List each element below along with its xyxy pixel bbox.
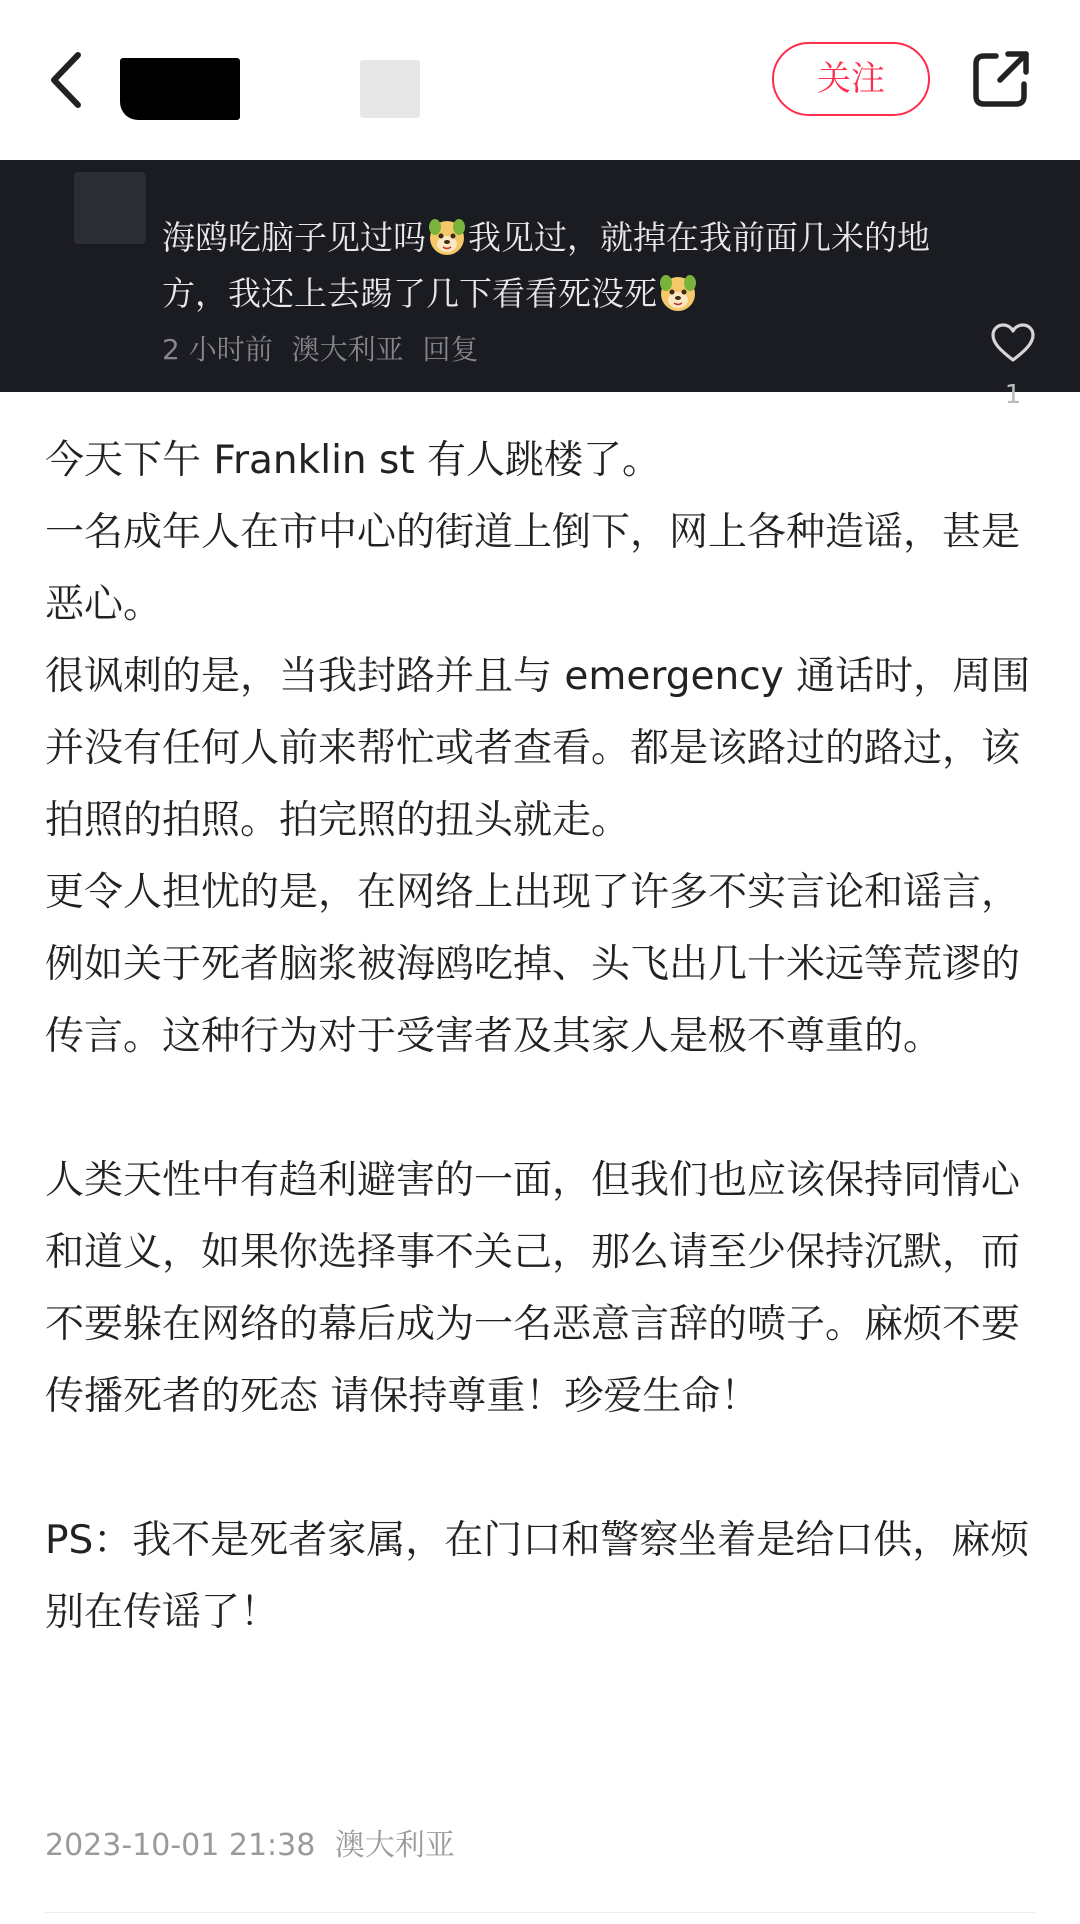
post-paragraph: 一名成年人在市中心的街道上倒下，网上各种造谣，甚是恶心。	[45, 510, 1021, 627]
post-paragraph: 很讽刺的是，当我封路并且与 emergency 通话时，周围并没有任何人前来帮忙或者查看。都是该路过的路过，该拍照的拍照。拍完照的扭头就走。	[45, 654, 1031, 843]
share-external-icon	[970, 48, 1032, 110]
divider	[45, 1912, 1035, 1913]
post-paragraph: PS：我不是死者家属，在门口和警察坐着是给口供，麻烦别在传谣了！	[45, 1518, 1030, 1635]
post-paragraph: 人类天性中有趋利避害的一面，但我们也应该保持同情心和道义，如果你选择事不关己，那么请至少保持沉默，而不要躲在网络的幕后成为一名恶意言辞的喷子。麻烦不要传播死者的死态 请保持尊重！珍爱生命！	[45, 1158, 1021, 1419]
like-count: 1	[1004, 380, 1022, 410]
follow-button[interactable]: 关注	[772, 42, 930, 116]
post-meta	[45, 1822, 465, 1870]
comment-text-part1: 海鸥吃脑子见过吗	[162, 218, 426, 257]
comment-meta	[162, 330, 489, 370]
comment-time: 2 小时前	[162, 333, 273, 366]
post-location: 澳大利亚	[334, 1828, 455, 1863]
top-nav-bar	[0, 0, 1080, 160]
post-paragraph: 今天下午 Franklin st 有人跳楼了。	[45, 438, 662, 483]
share-button[interactable]	[970, 48, 1032, 110]
back-button[interactable]	[40, 45, 96, 115]
post-content	[45, 425, 1035, 1649]
post-date: 2023-10-01 21:38	[45, 1828, 316, 1863]
paragraph-spacer	[45, 1073, 1035, 1145]
comment-text	[162, 210, 942, 322]
pinned-comment[interactable]	[0, 160, 1080, 410]
author-name-redacted[interactable]	[360, 60, 420, 118]
dog-face-emoji-icon	[658, 273, 698, 313]
dog-face-emoji-icon	[427, 217, 467, 257]
author-avatar-redacted[interactable]	[120, 58, 240, 120]
comment-location: 澳大利亚	[291, 333, 404, 366]
reply-button[interactable]: 回复	[422, 333, 479, 366]
heart-outline-icon	[990, 322, 1036, 364]
like-button[interactable]	[990, 322, 1036, 364]
comment-text-part2: 我见过，就掉在我前面几米的地方，我还上去踢了几下看看死没死	[162, 218, 930, 313]
commenter-avatar[interactable]	[74, 172, 146, 244]
post-paragraph: 更令人担忧的是，在网络上出现了许多不实言论和谣言，例如关于死者脑浆被海鸥吃掉、头飞出几十米远等荒谬的传言。这种行为对于受害者及其家人是极不尊重的。	[45, 870, 1021, 1059]
paragraph-spacer	[45, 1433, 1035, 1505]
chevron-left-icon	[40, 45, 96, 115]
